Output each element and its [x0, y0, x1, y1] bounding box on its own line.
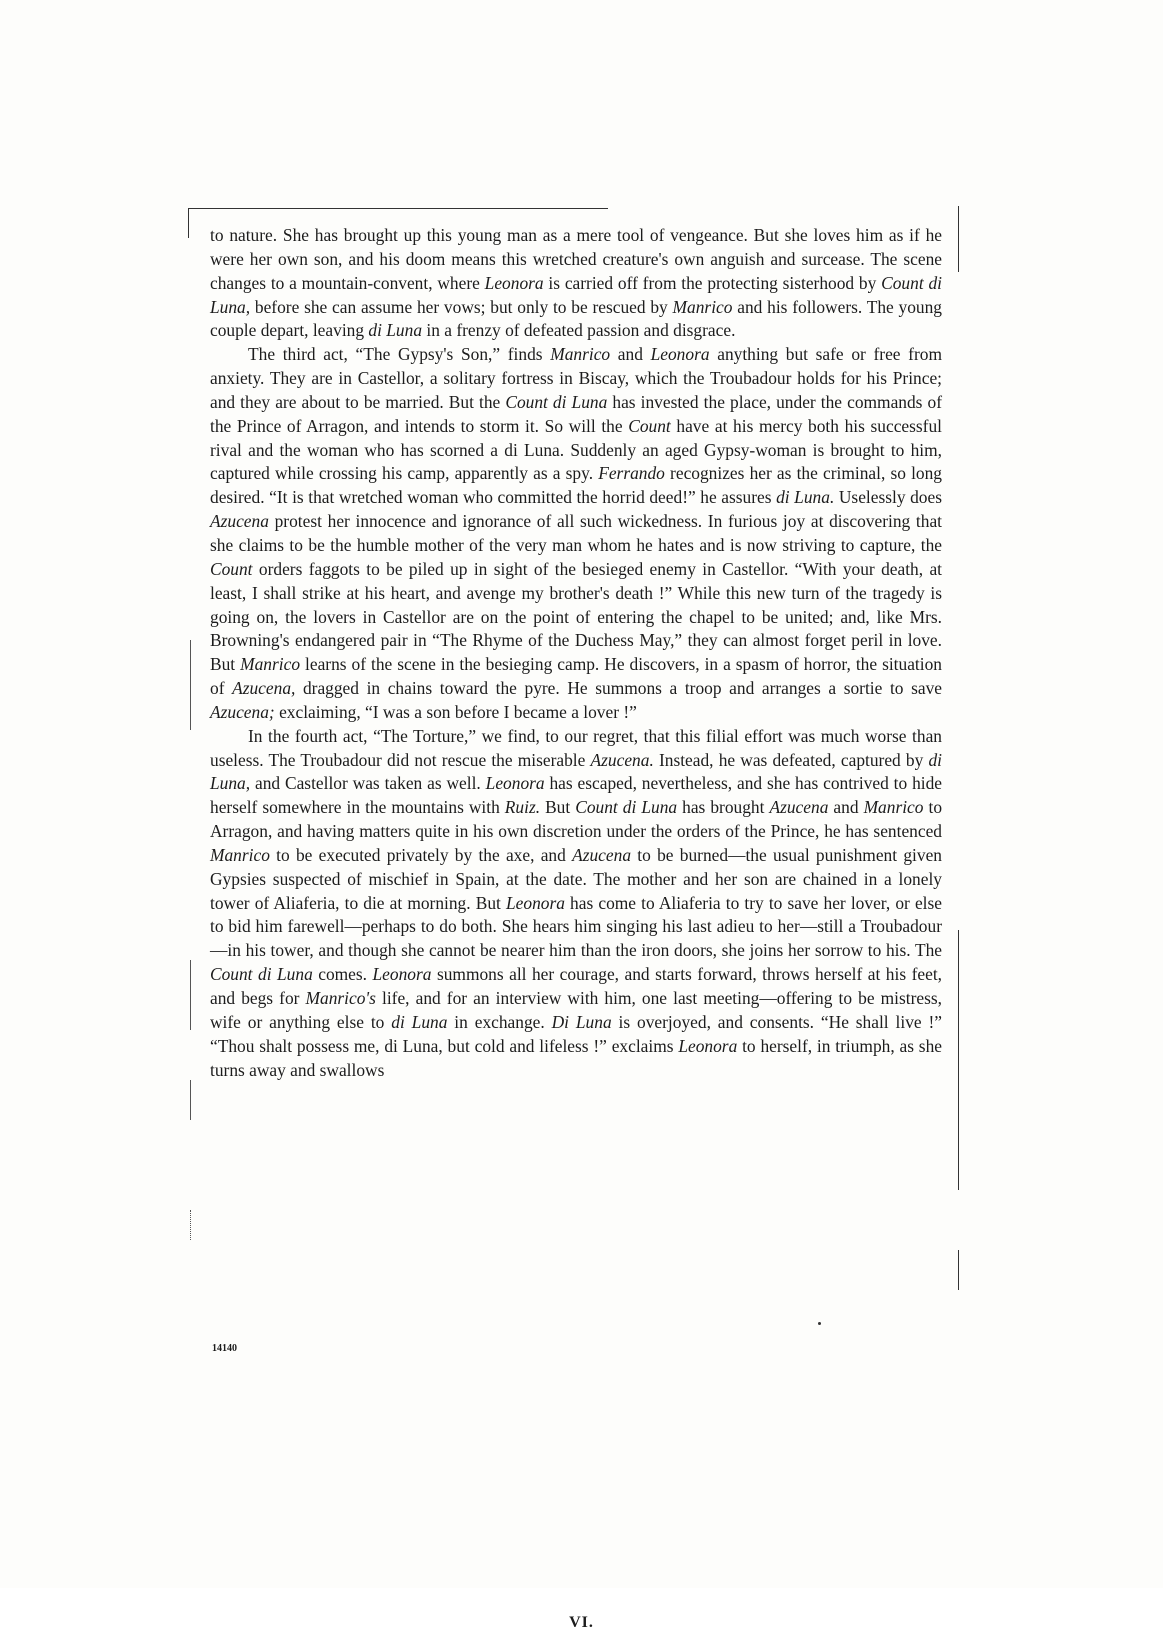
frame-right-rule-top: [958, 206, 959, 272]
body-text: [210, 224, 942, 1082]
italic-name: Azucena: [572, 844, 632, 865]
italic-name: Leonora: [505, 892, 565, 913]
text-run: recognizes her as the criminal, so long desired. “It is that wretched woman who committed the horrid deed!” he assures: [210, 463, 942, 508]
italic-name: Ruiz.: [504, 797, 541, 818]
text-run: in a frenzy of defeated passion and disgrace.: [422, 320, 736, 341]
text-run: in exchange.: [447, 1011, 552, 1032]
italic-name: di Luna,: [210, 749, 942, 794]
text-run: has come to Aliaferia to try to save her lover, or else to bid him farewell—perhaps to do both. She hears him singing his last adieu to her—still a Troubadour—in his tower, and though she cannot be nearer him than the iron doors, she joins her sorrow to his. The: [210, 892, 942, 961]
text-run: dragged in chains toward the pyre. He summons a troop and arranges a sortie to save: [295, 678, 942, 699]
text-run: learns of the scene in the besieging camp. He discovers, in a spasm of horror, the situation of: [210, 654, 942, 699]
italic-name: Leonora: [484, 272, 544, 293]
text-run: Instead, he was defeated, captured by: [653, 749, 929, 770]
text-run: have at his mercy both his successful rival and the woman who has scorned a di Luna. Suddenly an aged Gypsy-woman is brought to him, captured while crossing his camp, apparently as a spy.: [210, 415, 942, 484]
italic-name: Leonora: [372, 964, 432, 985]
italic-name: Count di Luna: [505, 391, 608, 412]
frame-left-rule-a: [190, 640, 191, 730]
frame-right-rule-lower: [958, 1250, 959, 1290]
italic-name: Manrico: [672, 296, 733, 317]
text-run: summons all her courage, and starts forward, throws herself at his feet, and begs for: [210, 964, 942, 1008]
italic-name: Count: [210, 558, 253, 579]
frame-left-rule-b: [190, 960, 191, 1030]
text-run: to herself, in triumph, as she turns away and swallows: [210, 1035, 942, 1080]
text-run: to be executed privately by the axe, and: [269, 844, 573, 865]
text-run: orders faggots to be piled up in sight of the besieged enemy in Castellor. “With your death, at least, I shall strike at his heart, and avenge my brother's death !” While this new turn of the tragedy is going on, the lovers in Castellor are on the point of entering the chapel to be united; and, like Mrs. Browning's endangered pair in “The Rhyme of the Duchess May,” they can almost forget peril in love. But: [210, 558, 942, 675]
italic-name: Azucena;: [210, 701, 275, 722]
text-run: to be burned—the usual punishment given Gypsies suspected of mischief in Spain, at the date. The mother and her son are chained in a lonely tower of Aliaferia, to die at morning. But: [210, 844, 942, 913]
italic-name: Manrico: [550, 344, 611, 365]
italic-name: Azucena,: [232, 678, 296, 699]
text-run: In the fourth act, “The Torture,” we find, to our regret, that this filial effort was much worse than useless. The Troubadour did not rescue the miserable: [210, 725, 942, 770]
text-run: has escaped, nevertheless, and she has contrived to hide herself somewhere in the mountains with: [210, 773, 943, 818]
italic-name: di Luna.: [776, 487, 835, 508]
paragraph-3: [210, 725, 942, 1083]
italic-name: Azucena.: [590, 749, 654, 770]
text-run: and: [610, 344, 651, 365]
text-run: has brought: [677, 797, 770, 818]
italic-name: Di Luna: [551, 1011, 612, 1032]
italic-name: Manrico's: [305, 988, 376, 1008]
text-run: to nature. She has brought up this young man as a mere tool of vengeance. But she loves him as if he were her own son, and his doom means this wretched creature's own anguish and surcease. The scene changes to a mountain-convent, where: [210, 225, 942, 293]
paragraph-1: [210, 224, 942, 343]
text-run: But: [540, 797, 576, 818]
text-run: The third act, “The Gypsy's Son,” finds: [248, 344, 551, 365]
italic-name: Count di Luna: [210, 964, 313, 985]
italic-name: Count di Luna: [575, 797, 678, 818]
text-run: is carried off from the protecting sisterhood by: [543, 272, 882, 293]
italic-name: Ferrando: [598, 463, 665, 484]
text-run: has invested the place, under the commands of the Prince of Arragon, and intends to storm it. So will the: [210, 391, 943, 436]
text-run: comes.: [312, 964, 373, 985]
italic-name: di Luna: [368, 320, 423, 341]
text-run: life, and for an interview with him, one last meeting—offering to be mistress, wife or anything else to: [210, 988, 942, 1032]
italic-name: Azucena: [769, 797, 829, 818]
page-number: VI.: [569, 1614, 594, 1631]
italic-name: Azucena: [210, 511, 269, 532]
italic-name: Manrico: [863, 797, 924, 818]
text-run: protest her innocence and ignorance of all such wickedness. In furious joy at discovering that she claims to be the humble mother of the very man whom he hates and is now striving to capture, the: [210, 511, 942, 555]
frame-right-rule-middle: [958, 930, 959, 1190]
italic-name: Count: [628, 415, 671, 436]
frame-top-rule: [188, 208, 608, 209]
paragraph-2: [210, 343, 942, 725]
text-run: anything but safe or free from anxiety. They are in Castellor, a solitary fortress in Biscay, which the Troubadour holds for his Prince; and they are about to be married. But the: [210, 344, 942, 412]
print-code: 14140: [212, 1343, 237, 1354]
text-run: to Arragon, and having matters quite in his own discretion under the orders of the Prince, he has sentenced: [210, 797, 943, 842]
text-run: Uselessly does: [834, 487, 942, 508]
italic-name: Leonora: [650, 344, 710, 365]
italic-name: Manrico: [240, 654, 301, 675]
italic-name: Count di Luna,: [210, 272, 942, 317]
italic-name: Leonora: [485, 773, 545, 794]
frame-left-rule-d: [190, 1210, 191, 1240]
italic-name: Leonora: [678, 1035, 738, 1056]
text-run: is overjoyed, and consents. “He shall live !” “Thou shalt possess me, di Luna, but cold and lifeless !” exclaims: [210, 1011, 942, 1056]
italic-name: Manrico: [210, 844, 270, 865]
print-dot: [818, 1322, 821, 1325]
frame-top-left-tick: [188, 208, 189, 238]
frame-left-rule-c: [190, 1080, 191, 1120]
text-run: and his followers. The young couple depart, leaving: [210, 296, 942, 341]
text-run: and: [828, 797, 864, 818]
text-run: and Castellor was taken as well.: [250, 773, 486, 794]
italic-name: di Luna: [391, 1011, 448, 1032]
text-run: before she can assume her vows; but only to be rescued by: [250, 296, 673, 317]
text-run: exclaiming, “I was a son before I became a lover !”: [274, 701, 637, 722]
